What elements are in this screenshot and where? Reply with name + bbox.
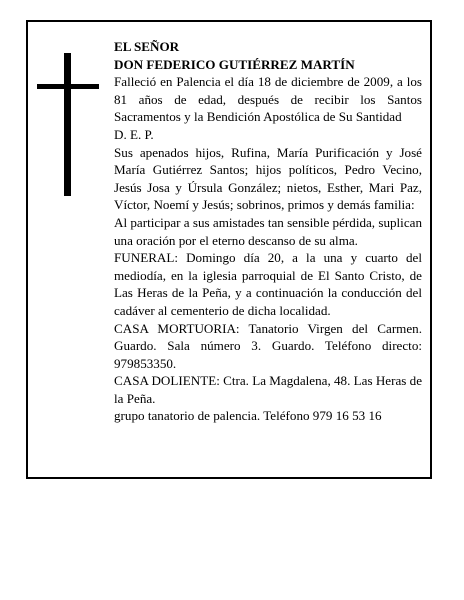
heading-line-1: EL SEÑOR [114, 39, 180, 54]
funeral-home-footer: grupo tanatorio de palencia. Teléfono 979 16 53 16 [114, 408, 382, 424]
prayer-request: Al participar a sus amistades tan sensible pérdida, suplican una oración por el eterno descanso de su alma. [114, 214, 422, 248]
cross-horizontal-bar [37, 84, 99, 89]
obituary-text [114, 38, 422, 425]
rip-line: D. E. P. [114, 126, 154, 142]
family-paragraph: Sus apenados hijos, Rufina, María Purificación y José María Gutiérrez Santos; hijos políticos, Pedro Vecino, Jesús Josa y Úrsula González; nietos, Esther, Mari Paz, Víctor, Noemí y Jesús; sobrinos, primos y demás familia: [114, 144, 422, 213]
deceased-name: DON FEDERICO GUTIÉRREZ MARTÍN [114, 56, 355, 72]
cross-vertical-bar [64, 53, 71, 196]
mortuary-details: CASA MORTUORIA: Tanatorio Virgen del Carmen. Guardo. Sala número 3. Guardo. Teléfono directo: 979853350. [114, 320, 422, 371]
cross-icon [37, 53, 99, 196]
funeral-details: FUNERAL: Domingo día 20, a la una y cuarto del mediodía, en la iglesia parroquial de El Santo Cristo, de Las Heras de la Peña, y a continuación la conducción del cadáver al cementerio de dicha localidad. [114, 250, 422, 318]
mourning-house-details: CASA DOLIENTE: Ctra. La Magdalena, 48. Las Heras de la Peña. [114, 373, 422, 406]
death-statement: Falleció en Palencia el día 18 de diciembre de 2009, a los 81 años de edad, después de recibir los Santos Sacramentos y la Bendición Apostólica de Su Santidad [114, 74, 422, 125]
